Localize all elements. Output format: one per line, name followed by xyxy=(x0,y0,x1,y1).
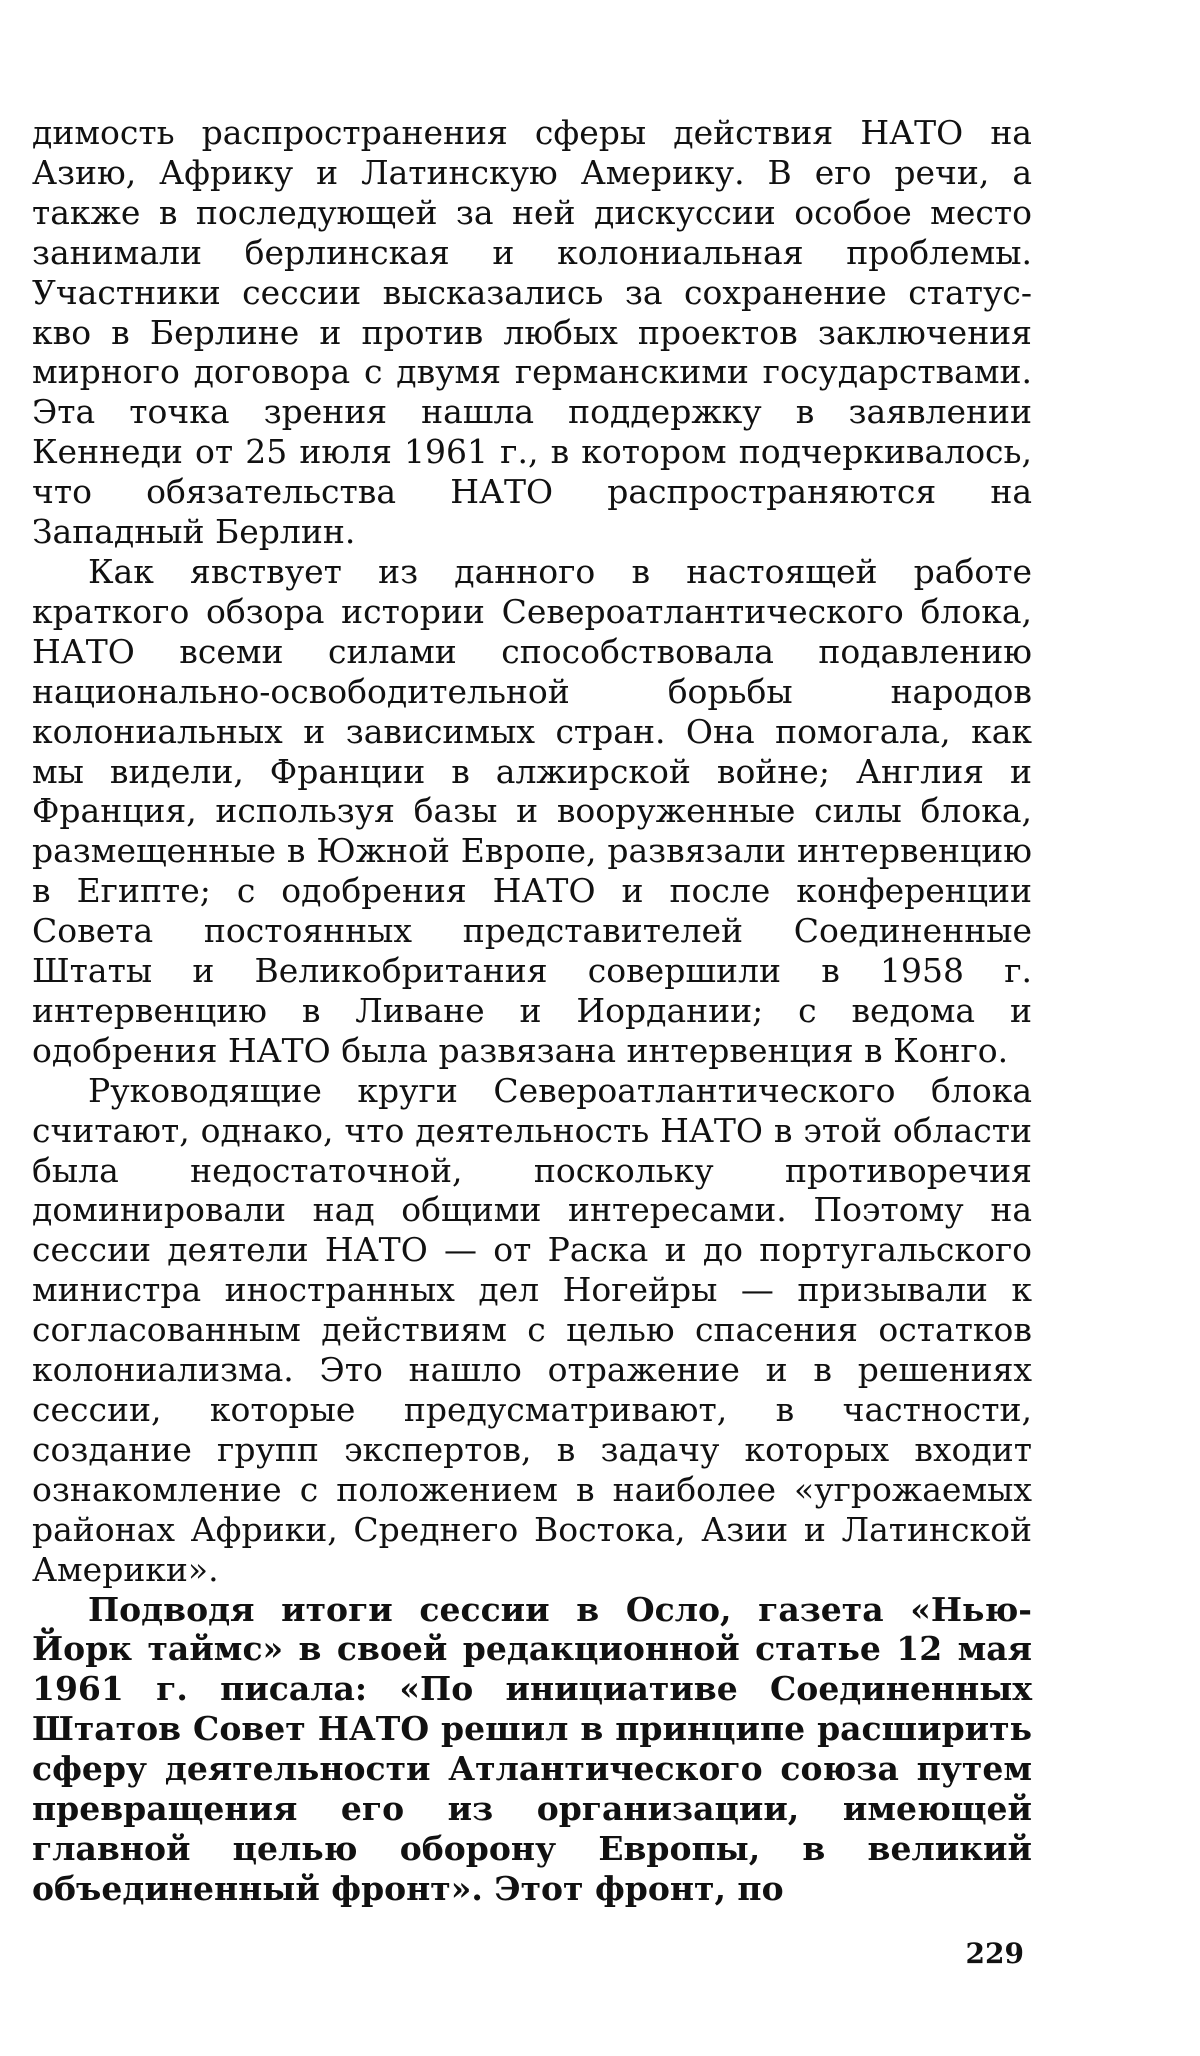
paragraph-4: Подводя итоги сессии в Осло, газета «Нью-Йорк таймс» в своей редакционной статье 12 мая 1961 г. писала: «По инициативе Соединенных Штатов Совет НАТО решил в принципе расширить сферу деятельности Атлантического союза путем превращения его из организации, имеющей главной целью оборону Европы, в великий объединенный фронт». Этот фронт, по xyxy=(32,1589,1032,1908)
body-text xyxy=(32,113,1032,1909)
paragraph-1: димость распространения сферы действия НАТО на Азию, Африку и Латинскую Америку. В его речи, а также в последующей за ней дискуссии особое место занимали берлинская и колониальная проблемы. Участники сессии высказались за сохранение статус-кво в Берлине и против любых проектов заключения мирного договора с двумя германскими государствами. Эта точка зрения нашла поддержку в заявлении Кеннеди от 25 июля 1961 г., в котором подчеркивалось, что обязательства НАТО распространяются на Западный Берлин. xyxy=(32,113,1032,552)
paragraph-3: Руководящие круги Североатлантического блока считают, однако, что деятельность НАТО в этой области была недостаточной, поскольку противоречия доминировали над общими интересами. Поэтому на сессии деятели НАТО — от Раска и до португальского министра иностранных дел Ногейры — призывали к согласованным действиям с целью спасения остатков колониализма. Это нашло отражение и в решениях сессии, которые предусматривают, в частности, создание групп экспертов, в задачу которых входит ознакомление с положением в наиболее «угрожаемых районах Африки, Среднего Востока, Азии и Латинской Америки». xyxy=(32,1070,1032,1589)
paragraph-2: Как явствует из данного в настоящей работе краткого обзора истории Североатлантического блока, НАТО всеми силами способствовала подавлению национально-освободительной борьбы народов колониальных и зависимых стран. Она помогала, как мы видели, Франции в алжирской войне; Англия и Франция, используя базы и вооруженные силы блока, размещенные в Южной Европе, развязали интервенцию в Египте; с одобрения НАТО и после конференции Совета постоянных представителей Соединенные Штаты и Великобритания совершили в 1958 г. интервенцию в Ливане и Иордании; с ведома и одобрения НАТО была развязана интервенция в Конго. xyxy=(32,551,1032,1070)
page-number: 229 xyxy=(965,1937,1024,1970)
